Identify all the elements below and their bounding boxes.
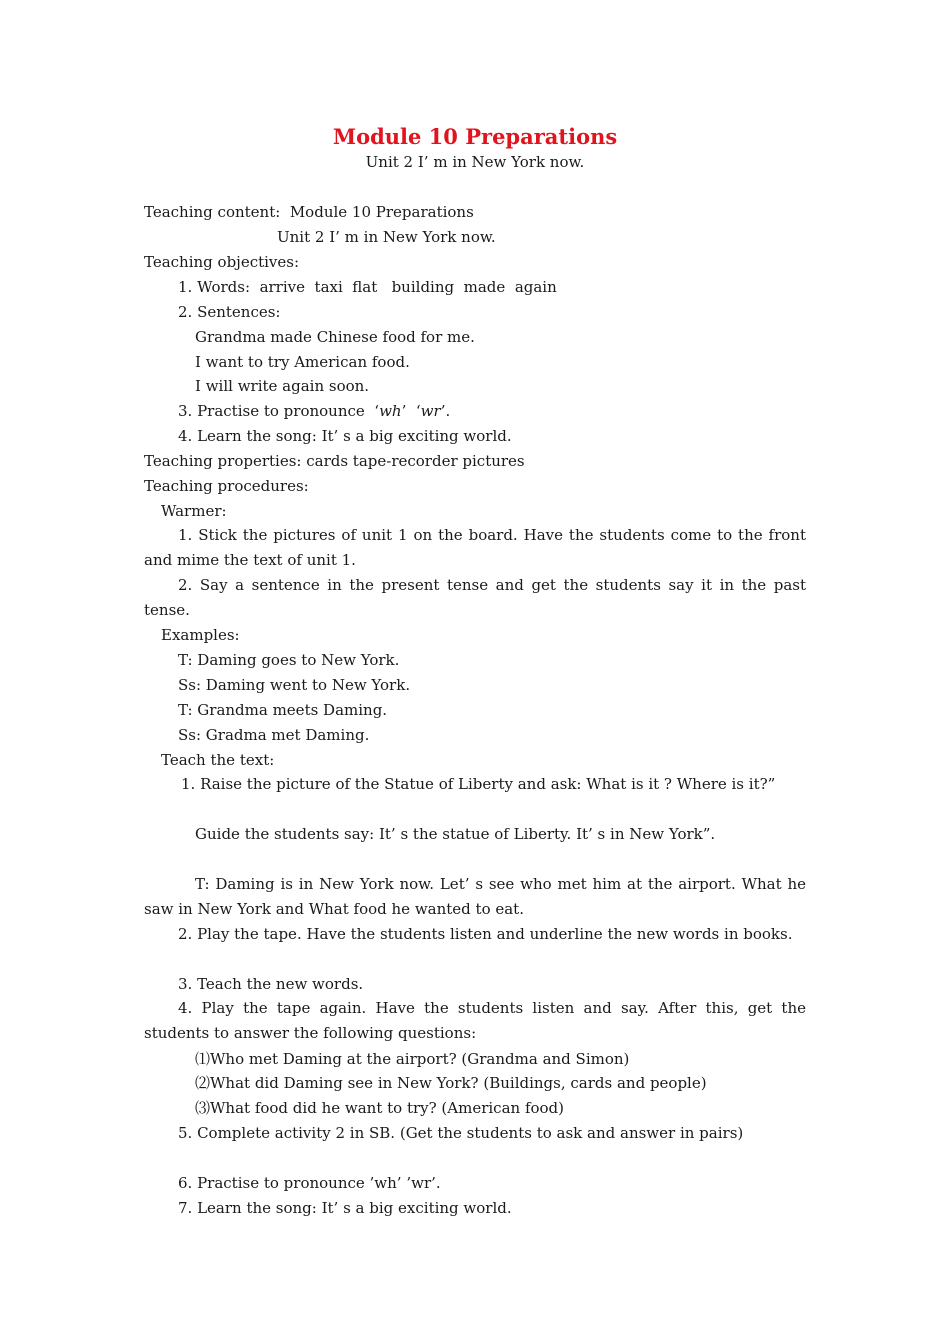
example-line: Ss: Gradma met Daming.	[178, 726, 370, 744]
objectives-heading: Teaching objectives:	[144, 253, 300, 271]
teaching-properties: Teaching properties: cards tape-recorder pictures	[144, 452, 525, 470]
teach-text-heading: Teach the text:	[161, 751, 275, 769]
teach-teacher-line: T: Daming is in New York now. Let’ s see who met him at the airport. What he saw in New York and What food he wanted to eat.	[144, 875, 806, 918]
objective-sentences-label: 2. Sentences:	[178, 303, 281, 321]
teach-step: 2. Play the tape. Have the students listen and underline the new words in books.	[178, 925, 793, 943]
objective-song: 4. Learn the song: It’ s a big exciting world.	[178, 427, 512, 445]
question: ⑶What food did he want to try? (American food)	[195, 1099, 565, 1117]
teach-step: 1. Raise the picture of the Statue of Liberty and ask: What is it ? Where is it?”	[181, 775, 776, 793]
warmer-step: 2. Say a sentence in the present tense and get the students say it in the past tense.	[144, 576, 806, 619]
examples-heading: Examples:	[161, 626, 240, 644]
teach-step: 3. Teach the new words.	[178, 975, 364, 993]
objective-sentence: I want to try American food.	[195, 353, 410, 371]
objective-sentence: Grandma made Chinese food for me.	[195, 328, 475, 346]
pronounce-wr: wr	[420, 402, 441, 420]
objective-words: 1. Words: arrive taxi flat building made again	[178, 278, 557, 296]
teaching-content: Teaching content: Module 10 Preparations	[144, 203, 474, 221]
pronounce-wh: wh	[379, 402, 402, 420]
teach-step: 6. Practise to pronounce ’wh’ ’wr’.	[178, 1174, 441, 1192]
objective-sentence: I will write again soon.	[195, 377, 370, 395]
question: ⑴Who met Daming at the airport? (Grandma and Simon)	[195, 1050, 630, 1068]
procedures-heading: Teaching procedures:	[144, 477, 309, 495]
question: ⑵What did Daming see in New York? (Buildings, cards and people)	[195, 1074, 707, 1092]
example-line: T: Daming goes to New York.	[178, 651, 400, 669]
pronounce-prefix: 3. Practise to pronounce ‘	[178, 402, 380, 420]
pronounce-suffix: ’.	[440, 402, 451, 420]
pronounce-mid: ’ ‘	[401, 402, 421, 420]
page-subtitle: Unit 2 I’ m in New York now.	[365, 153, 585, 171]
teach-guide: Guide the students say: It’ s the statue of Liberty. It’ s in New York”.	[195, 825, 716, 843]
teach-step: 4. Play the tape again. Have the students listen and say. After this, get the students to answer the following questions:	[144, 999, 806, 1042]
teaching-content-unit: Unit 2 I’ m in New York now.	[277, 228, 496, 246]
teach-step: 7. Learn the song: It’ s a big exciting world.	[178, 1199, 512, 1217]
objective-pronounce	[178, 401, 450, 421]
example-line: Ss: Daming went to New York.	[178, 676, 411, 694]
warmer-heading: Warmer:	[161, 502, 227, 520]
example-line: T: Grandma meets Daming.	[178, 701, 388, 719]
page-title: Module 10 Preparations	[332, 124, 618, 149]
teach-step: 5. Complete activity 2 in SB. (Get the students to ask and answer in pairs)	[178, 1124, 744, 1142]
warmer-step: 1. Stick the pictures of unit 1 on the board. Have the students come to the front and mime the text of unit 1.	[144, 526, 806, 569]
